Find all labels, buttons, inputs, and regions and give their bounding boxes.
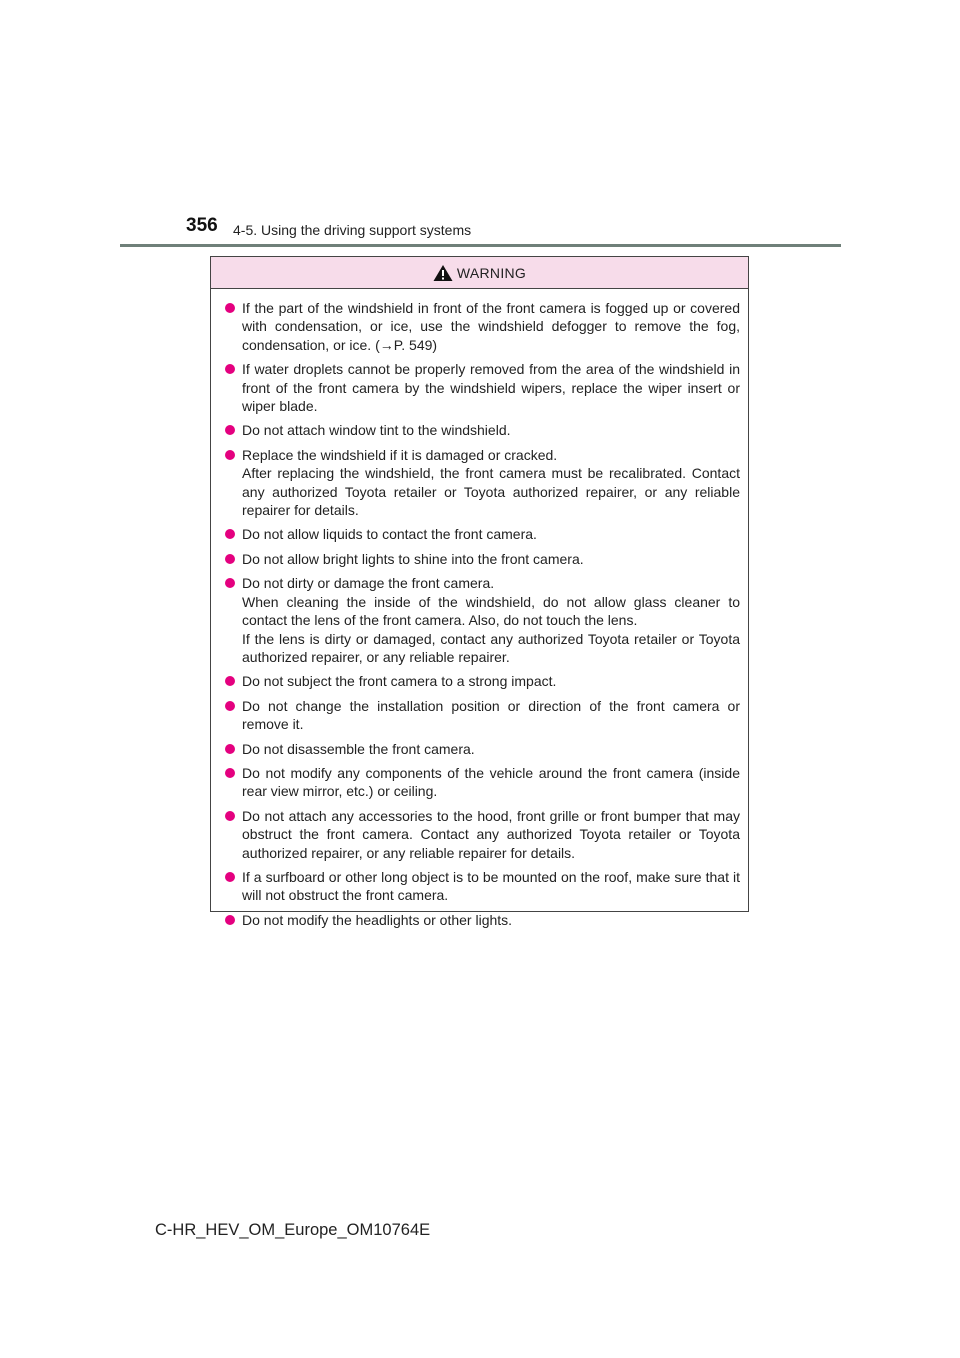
bullet-icon <box>225 578 235 588</box>
warning-item-text: Do not subject the front camera to a strong impact. <box>242 673 557 690</box>
warning-triangle-icon <box>433 264 453 282</box>
warning-item <box>225 574 740 666</box>
warning-item-text: If the part of the windshield in front of the front camera is fogged up or covered with condensation, or ice, use the windshield defogger to remove the fog, condensation, or ice. (→P. 549) <box>242 300 740 353</box>
bullet-icon <box>225 303 235 313</box>
bullet-icon <box>225 811 235 821</box>
warning-item-text: Do not allow liquids to contact the front camera. <box>242 526 537 543</box>
warning-item <box>225 550 740 568</box>
warning-item-text: Do not disassemble the front camera. <box>242 740 475 757</box>
bullet-icon <box>225 768 235 778</box>
warning-item-text: Do not allow bright lights to shine into the front camera. <box>242 550 584 567</box>
bullet-icon <box>225 676 235 686</box>
bullet-icon <box>225 425 235 435</box>
warning-item <box>225 360 740 415</box>
warning-list <box>211 289 748 929</box>
bullet-icon <box>225 915 235 925</box>
warning-item-text: Do not attach window tint to the windshield. <box>242 422 511 439</box>
warning-item <box>225 421 740 439</box>
bullet-icon <box>225 554 235 564</box>
warning-item <box>225 299 740 354</box>
warning-item <box>225 446 740 520</box>
warning-item-text: When cleaning the inside of the windshield, do not allow glass cleaner to contact the lens of the front camera. Also, do not touch the lens. <box>242 593 740 629</box>
warning-item-text: Do not change the installation position or direction of the front camera or remove it. <box>242 697 740 733</box>
warning-item <box>225 911 740 929</box>
warning-item-text: Do not dirty or damage the front camera. <box>242 575 495 592</box>
warning-item-text: If a surfboard or other long object is to be mounted on the roof, make sure that it will not obstruct the front camera. <box>242 868 740 904</box>
warning-item <box>225 764 740 801</box>
footer-document-code: C-HR_HEV_OM_Europe_OM10764E <box>155 1221 431 1239</box>
warning-item-text: Do not modify the headlights or other lights. <box>242 911 513 928</box>
bullet-icon <box>225 450 235 460</box>
warning-item <box>225 672 740 690</box>
warning-item <box>225 525 740 543</box>
bullet-icon <box>225 744 235 754</box>
bullet-icon <box>225 529 235 539</box>
header-rule <box>120 244 841 247</box>
warning-item <box>225 868 740 905</box>
warning-header <box>211 257 748 289</box>
warning-box <box>210 256 749 928</box>
section-title: 4-5. Using the driving support systems <box>233 222 472 238</box>
bullet-icon <box>225 701 235 711</box>
warning-item <box>225 807 740 862</box>
page-number: 356 <box>186 215 218 236</box>
warning-item-text: If the lens is dirty or damaged, contact any authorized Toyota retailer or Toyota authorized repairer, or any reliable repairer. <box>242 630 740 665</box>
warning-item-text: Do not modify any components of the vehicle around the front camera (inside rear view mirror, etc.) or ceiling. <box>242 764 740 800</box>
warning-item <box>225 697 740 734</box>
warning-item-text: Replace the windshield if it is damaged or cracked. <box>242 446 558 463</box>
warning-item <box>225 740 740 758</box>
warning-title: WARNING <box>456 264 527 281</box>
warning-item-text: Do not attach any accessories to the hood, front grille or front bumper that may obstruct the front camera. Contact any authorized Toyota retailer or Toyota authorized repairer, or any reliable repairer for details. <box>242 807 740 861</box>
warning-item-text: If water droplets cannot be properly removed from the area of the windshield in front of the front camera by the windshield wipers, replace the wiper insert or wiper blade. <box>242 361 740 415</box>
bullet-icon <box>225 872 235 882</box>
bullet-icon <box>225 364 235 374</box>
warning-item-text: After replacing the windshield, the front camera must be recalibrated. Contact any authorized Toyota retailer or Toyota authorized repairer, or any reliable repairer for details. <box>242 465 740 519</box>
